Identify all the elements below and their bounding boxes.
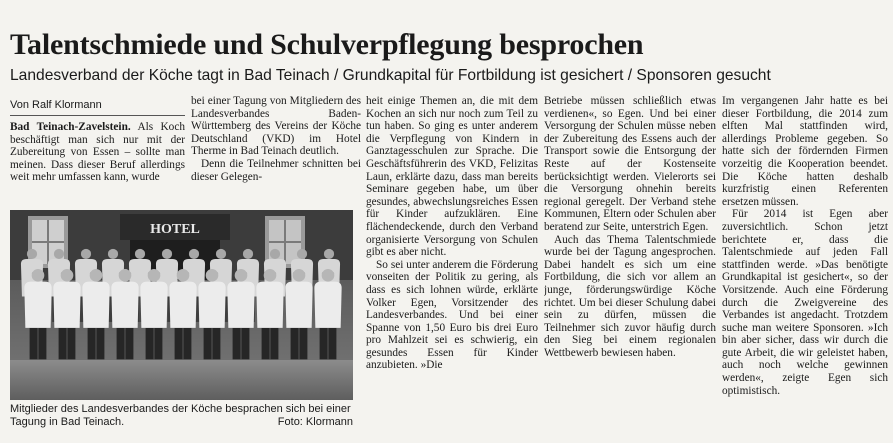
byline-rule	[10, 115, 185, 116]
chefs-front-row	[24, 269, 341, 359]
column-3	[366, 95, 538, 435]
dateline: Bad Teinach-Zavelstein.	[10, 121, 131, 133]
column-2	[191, 95, 361, 207]
column-4-paragraph-2: Auch das Thema Talentschmiede wurde bei der Tagung angesprochen. Dabei handelt es sich um eine Fortbildung, die sich vor allem an junge, förderungswürdige Köche richtet. Um bei dieser Schulung dabei sein zu dürfen, müssen die Teilnehmer sich zuvor häufig durch den Sieg bei einem regionalen Wettbewerb bewiesen haben.	[544, 233, 716, 359]
photo-credit: Foto: Klormann	[277, 416, 353, 428]
column-5-paragraph-1: Im vergangenen Jahr hatte es bei dieser Fortbildung, die 2014 zum elften Mal stattfinden wird, allerdings Probleme gegeben. So hatte sich der fördernden Firmen vorzeitig die Kooperation beendet. Die Köche hatten deshalb kurzfristig einen Referenten ersetzen müssen.	[722, 95, 888, 208]
column-3-paragraph-1: heit einige Themen an, die mit dem Kochen an sich nur noch zum Teil zu tun haben. So ging es unter anderem die Verpflegung von Kindern in Ganztagesschulen zur Sprache. Die Geschäftsführerin des VKD, Felizitas Laun, erklärte dazu, dass man bereits Seminare gegeben habe, um über gesundes, abwechslungsreiches Essen für Kinder aufzuklären. Eine flächendeckende, durch den Verband organisierte Versorgung von Schulen gibt es aber nicht.	[366, 95, 538, 259]
column-1-text: Als Koch beschäftigt man sich nur mit der Zubereitung von Essen – sollte man meinen. Dass dieser Beruf allerdings weit mehr umfassen kann, wurde	[10, 121, 185, 184]
column-3-paragraph-2: So sei unter anderem die Förderung vonseiten der Politik zu gering, als dass es sich lohnen würde, erklärte Volker Egen, Vorsitzender des Landesverbandes. Und bei einer Spanne von 1,50 Euro bis drei Euro pro Mahlzeit sei es schwierig, ein gesundes Essen für Kinder anzubieten. »Die	[366, 258, 538, 372]
column-5-paragraph-2: Für 2014 ist Egen aber zuversichtlich. Schon jetzt berichtete er, dass die Talentschmiede auf jeden Fall stattfinden werde. »Das benötigte Grundkapital ist gesichert«, so der Vorsitzende. Auch eine Förderung durch die Zweigvereine des Verbandes ist angedacht. Trotzdem suche man weitere Sponsoren. »Ich bin aber sicher, dass wir durch die gute Arbeit, die wir geleistet haben, auch noch welche gewinnen werden«, zeigte Egen sich optimistisch.	[722, 208, 888, 397]
hotel-sign: HOTEL	[150, 222, 200, 237]
column-5	[722, 95, 888, 435]
column-1	[10, 121, 185, 206]
subheadline: Landesverband der Köche tagt in Bad Teinach / Grundkapital für Fortbildung ist gesichert / Sponsoren gesucht	[10, 67, 771, 84]
photo-caption	[10, 403, 353, 429]
column-2-paragraph-1: bei einer Tagung von Mitgliedern des Landesverbandes Baden-Württemberg des Vereins der Köche Deutschland (VKD) im Hotel Therme in Bad Teinach deutlich.	[191, 95, 361, 158]
group-photo	[10, 210, 353, 400]
byline: Von Ralf Klormann	[10, 99, 102, 111]
column-2-paragraph-2: Denn die Teilnehmer schnitten bei dieser Gelegen-	[191, 157, 361, 183]
headline: Talentschmiede und Schulverpflegung besprochen	[10, 28, 644, 61]
column-4	[544, 95, 716, 435]
caption-text: Mitglieder des Landesverbandes der Köche besprachen sich bei einer Tagung in Bad Teinach.	[10, 403, 351, 428]
column-4-paragraph-1: Betriebe müssen schließlich etwas verdienen«, so Egen. Und bei einer Versorgung der Schulen müsse neben der Zubereitung des Essens auch der Transport sowie die Entsorgung der Reste auf der Kostenseite berücksichtigt werden. Vielerorts sei die Versorgung ohnehin bereits regional geregelt. Der Verband stehe Kommunen, Eltern oder Schulen aber beratend zur Seite, unterstrich Egen.	[544, 95, 716, 233]
group-photo-image	[10, 210, 353, 400]
